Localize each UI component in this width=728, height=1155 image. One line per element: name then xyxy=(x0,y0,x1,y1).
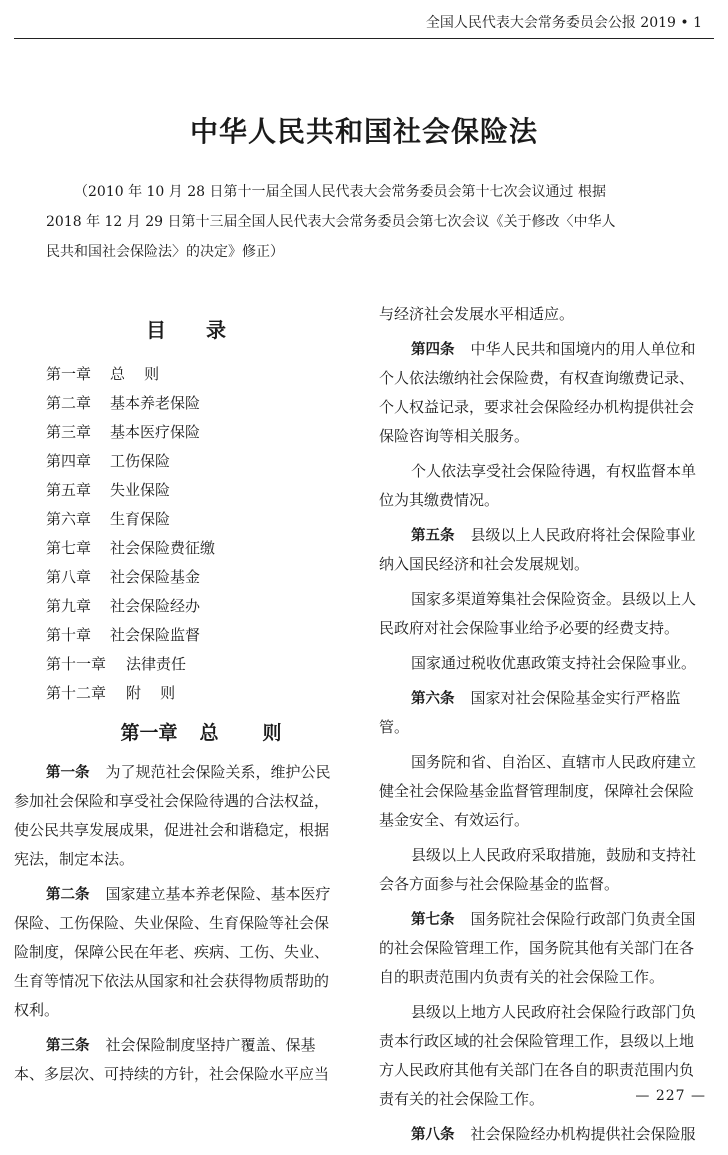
line-text: 社会保险经办机构提供社会保险服 xyxy=(470,1125,696,1143)
line-text: 保险咨询等相关服务。 xyxy=(379,427,530,445)
toc-item xyxy=(14,447,358,476)
line-text: 责有关的社会保险工作。 xyxy=(379,1090,545,1108)
left-articles xyxy=(14,758,358,1095)
text-line xyxy=(379,1056,713,1085)
toc-chapter-name: 社会保险基金 xyxy=(110,568,201,586)
article-paragraph xyxy=(379,335,713,451)
toc-chapter-name: 附 则 xyxy=(126,684,176,702)
text-line xyxy=(379,364,713,393)
line-text: 国务院社会保险行政部门负责全国 xyxy=(470,910,696,928)
text-line xyxy=(379,457,713,486)
toc-chapter-name: 社会保险监督 xyxy=(110,626,201,644)
text-line xyxy=(379,748,713,777)
toc-chapter-name: 法律责任 xyxy=(126,655,187,673)
line-text: 本、多层次、可持续的方针，社会保险水平应当 xyxy=(14,1065,330,1083)
adoption-note xyxy=(46,177,686,267)
toc-item xyxy=(14,592,358,621)
line-text: 保险、工伤保险、失业保险、生育保险等社会保 xyxy=(14,914,330,932)
paragraph xyxy=(379,841,713,899)
text-line xyxy=(379,777,713,806)
toc-title: 目录 xyxy=(146,318,266,342)
line-text: 自的职责范围内负责有关的社会保险工作。 xyxy=(379,968,665,986)
line-text: 位为其缴费情况。 xyxy=(379,491,500,509)
article-label: 第三条 xyxy=(46,1038,90,1054)
toc-chapter-name: 总 则 xyxy=(110,365,160,383)
toc-item xyxy=(14,389,358,418)
toc-chapter-number: 第七章 xyxy=(46,539,92,557)
article-label: 第八条 xyxy=(411,1127,455,1143)
line-text: 基金安全、有效运行。 xyxy=(379,811,530,829)
line-text: 责本行政区域的社会保险管理工作，县级以上地 xyxy=(379,1032,695,1050)
text-line xyxy=(379,841,713,870)
toc-item xyxy=(14,360,358,389)
line-text: 民政府对社会保险事业给予必要的经费支持。 xyxy=(379,619,680,637)
text-line xyxy=(379,870,713,899)
text-line xyxy=(379,300,713,329)
line-text: 个人依法缴纳社会保险费，有权查询缴费记录、 xyxy=(379,369,695,387)
text-line xyxy=(379,585,713,614)
line-text: 县级以上人民政府采取措施，鼓励和支持社 xyxy=(411,846,697,864)
toc-item xyxy=(14,476,358,505)
text-line xyxy=(14,816,358,845)
text-line xyxy=(14,758,358,787)
note-line: 民共和国社会保险法〉的决定》修正） xyxy=(46,244,284,260)
header-title: 全国人民代表大会常务委员会公报 2019 • 1 xyxy=(425,15,702,31)
toc-chapter-name: 失业保险 xyxy=(110,481,171,499)
text-line xyxy=(379,806,713,835)
article-label: 第六条 xyxy=(411,691,455,707)
text-line xyxy=(379,335,713,364)
article-paragraph xyxy=(14,1031,358,1089)
paragraph xyxy=(379,457,713,515)
text-line xyxy=(379,486,713,515)
right-column xyxy=(379,300,713,1155)
text-line xyxy=(14,880,358,909)
toc-chapter-number: 第三章 xyxy=(46,423,92,441)
toc-item xyxy=(14,505,358,534)
paragraph xyxy=(379,300,713,329)
text-line xyxy=(379,393,713,422)
text-line xyxy=(379,521,713,550)
toc-chapter-name: 基本养老保险 xyxy=(110,394,201,412)
text-line xyxy=(379,550,713,579)
toc-chapter-number: 第十章 xyxy=(46,626,92,644)
line-text: 为了规范社会保险关系，维护公民 xyxy=(105,763,331,781)
toc-chapter-name: 生育保险 xyxy=(110,510,171,528)
line-text: 使公民共享发展成果，促进社会和谐稳定，根据 xyxy=(14,821,330,839)
line-text: 国家通过税收优惠政策支持社会保险事业。 xyxy=(411,654,697,672)
line-text: 纳入国民经济和社会发展规划。 xyxy=(379,555,590,573)
line-text: 的社会保险管理工作，国务院其他有关部门在各 xyxy=(379,939,695,957)
text-line xyxy=(14,1060,358,1089)
article-label: 第七条 xyxy=(411,912,455,928)
text-line xyxy=(379,649,713,678)
article-label: 第一条 xyxy=(46,765,90,781)
line-text: 健全社会保险基金监督管理制度，保障社会保险 xyxy=(379,782,695,800)
chapter-title-a: 总 xyxy=(199,722,219,744)
line-text: 权利。 xyxy=(14,1001,60,1019)
article-label: 第五条 xyxy=(411,528,455,544)
text-line xyxy=(379,422,713,451)
article-paragraph xyxy=(379,521,713,579)
line-text: 参加社会保险和享受社会保险待遇的合法权益， xyxy=(14,792,330,810)
line-text: 个人权益记录，要求社会保险经办机构提供社会 xyxy=(379,398,695,416)
line-text: 国家多渠道筹集社会保险资金。县级以上人 xyxy=(411,590,697,608)
line-text: 社会保险制度坚持广覆盖、保基 xyxy=(105,1036,316,1054)
line-text: 宪法，制定本法。 xyxy=(14,850,135,868)
paragraph xyxy=(379,748,713,835)
article-paragraph xyxy=(14,758,358,874)
header-rule xyxy=(14,38,714,39)
toc-chapter-name: 工伤保险 xyxy=(110,452,171,470)
line-text: 个人依法享受社会保险待遇，有权监督本单 xyxy=(411,462,697,480)
toc-item xyxy=(14,563,358,592)
line-text: 与经济社会发展水平相适应。 xyxy=(379,305,575,323)
toc-chapter-number: 第九章 xyxy=(46,597,92,615)
toc-item xyxy=(14,679,358,708)
text-line xyxy=(379,963,713,992)
toc-chapter-number: 第四章 xyxy=(46,452,92,470)
line-text: 险制度，保障公民在年老、疾病、工伤、失业、 xyxy=(14,943,330,961)
chapter-heading xyxy=(14,708,358,758)
text-line xyxy=(14,845,358,874)
line-text: 县级以上人民政府将社会保险事业 xyxy=(470,526,696,544)
text-line xyxy=(14,938,358,967)
article-paragraph xyxy=(379,905,713,992)
text-line xyxy=(14,909,358,938)
line-text: 国家建立基本养老保险、基本医疗 xyxy=(105,885,331,903)
toc-chapter-number: 第十二章 xyxy=(46,684,107,702)
text-line xyxy=(14,1031,358,1060)
text-line xyxy=(379,684,713,713)
paragraph xyxy=(379,649,713,678)
line-text: 国务院和省、自治区、直辖市人民政府建立 xyxy=(411,753,697,771)
text-line xyxy=(14,967,358,996)
toc-item xyxy=(14,650,358,679)
text-line xyxy=(379,934,713,963)
toc-chapter-number: 第十一章 xyxy=(46,655,107,673)
page-number: — 227 — xyxy=(635,1088,706,1104)
article-paragraph xyxy=(14,880,358,1025)
line-text: 方人民政府其他有关部门在各自的职责范围内负 xyxy=(379,1061,695,1079)
text-line xyxy=(379,713,713,742)
text-line xyxy=(379,905,713,934)
toc-item xyxy=(14,418,358,447)
toc-item xyxy=(14,621,358,650)
chapter-number: 第一章 xyxy=(120,722,178,744)
text-line xyxy=(14,996,358,1025)
line-text: 生育等情况下依法从国家和社会获得物质帮助的 xyxy=(14,972,330,990)
article-paragraph xyxy=(379,1120,713,1149)
toc-chapter-number: 第一章 xyxy=(46,365,92,383)
document-title: 中华人民共和国社会保险法 xyxy=(189,115,538,148)
note-line: 2018 年 12 月 29 日第十三届全国人民代表大会常务委员会第七次会议《关于修改〈中华人 xyxy=(46,214,616,230)
article-label: 第四条 xyxy=(411,342,455,358)
text-line xyxy=(379,614,713,643)
line-text: 管。 xyxy=(379,718,410,736)
page-header xyxy=(14,0,714,40)
toc-item xyxy=(14,534,358,563)
left-column xyxy=(14,300,358,1095)
toc-chapter-number: 第八章 xyxy=(46,568,92,586)
toc-chapter-name: 基本医疗保险 xyxy=(110,423,201,441)
toc-chapter-name: 社会保险经办 xyxy=(110,597,201,615)
line-text: 中华人民共和国境内的用人单位和 xyxy=(470,340,696,358)
line-text: 国家对社会保险基金实行严格监 xyxy=(470,689,681,707)
text-line xyxy=(379,998,713,1027)
toc-chapter-number: 第五章 xyxy=(46,481,92,499)
article-paragraph xyxy=(379,684,713,742)
text-line xyxy=(379,1027,713,1056)
line-text: 会各方面参与社会保险基金的监督。 xyxy=(379,875,620,893)
line-text: 县级以上地方人民政府社会保险行政部门负 xyxy=(411,1003,697,1021)
toc-chapter-name: 社会保险费征缴 xyxy=(110,539,216,557)
article-label: 第二条 xyxy=(46,887,90,903)
text-line xyxy=(14,787,358,816)
chapter-title-b: 则 xyxy=(262,722,282,744)
table-of-contents xyxy=(14,360,358,708)
paragraph xyxy=(379,585,713,643)
right-articles xyxy=(379,300,713,1155)
toc-chapter-number: 第六章 xyxy=(46,510,92,528)
note-line: （2010 年 10 月 28 日第十一届全国人民代表大会常务委员会第十七次会议通过 根据 xyxy=(74,184,606,200)
text-line xyxy=(379,1120,713,1149)
toc-chapter-number: 第二章 xyxy=(46,394,92,412)
